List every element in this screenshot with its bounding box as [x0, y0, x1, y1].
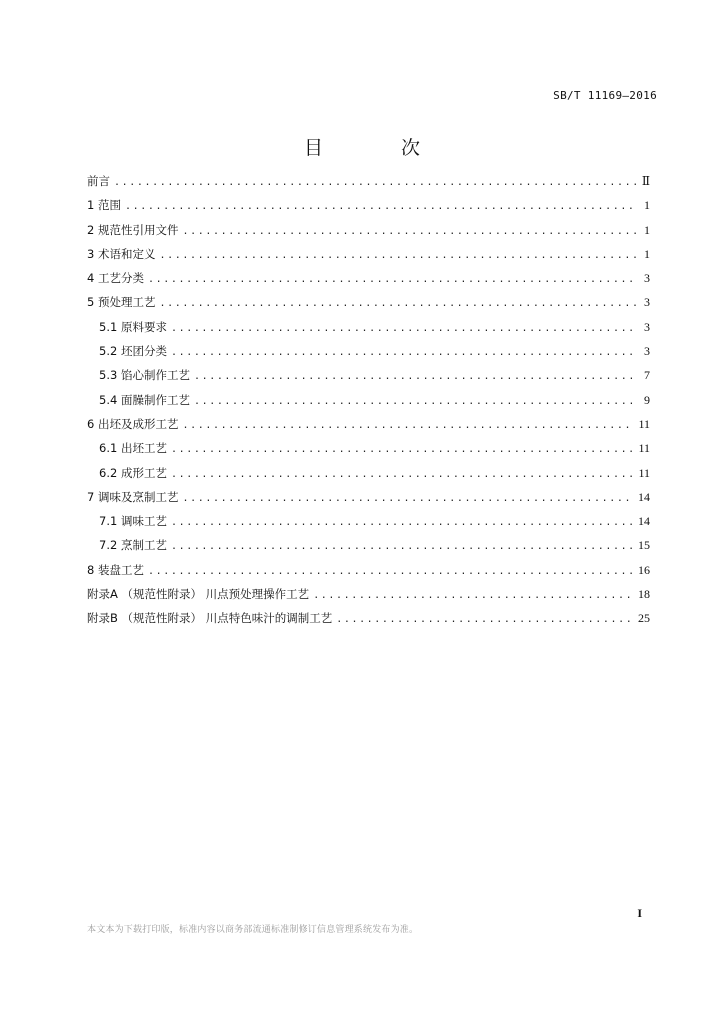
toc-entry-page: 25 — [638, 611, 650, 626]
toc-entry[interactable] — [87, 416, 650, 440]
footer-note: 本文本为下载打印版，标准内容以商务部流通标准制修订信息管理系统发布为准。 — [87, 925, 419, 935]
toc-dot-leader — [159, 298, 636, 309]
toc-dot-leader — [171, 541, 632, 552]
toc-entry-page: 14 — [638, 489, 650, 504]
toc-entry[interactable] — [87, 440, 650, 464]
toc-dot-leader — [171, 469, 632, 480]
toc-entry-label: 5.4 面臊制作工艺 — [99, 392, 190, 407]
toc-entry[interactable] — [87, 562, 650, 586]
toc-entry[interactable] — [87, 513, 650, 537]
toc-dot-leader — [171, 517, 632, 528]
toc-dot-leader — [336, 614, 632, 625]
toc-entry-label: 8 装盘工艺 — [87, 562, 144, 577]
toc-entry[interactable] — [87, 173, 650, 197]
toc-entry-page: 14 — [638, 514, 650, 529]
toc-entry-page: 16 — [638, 562, 650, 577]
toc-entry-page: 1 — [644, 198, 650, 213]
toc-dot-leader — [171, 323, 636, 334]
toc-dot-leader — [171, 444, 632, 455]
toc-entry-page: 9 — [644, 392, 650, 407]
toc-entry[interactable] — [87, 537, 650, 561]
toc-entry-label: 3 术语和定义 — [87, 246, 156, 261]
toc-entry[interactable] — [87, 610, 650, 634]
toc-entry[interactable] — [87, 392, 650, 416]
toc-entry-label: 前言 — [87, 174, 110, 188]
toc-dot-leader — [125, 201, 636, 212]
toc-dot-leader — [171, 347, 636, 358]
toc-dot-leader — [194, 396, 636, 407]
toc-entry[interactable] — [87, 489, 650, 513]
toc-dot-leader — [114, 177, 636, 188]
toc-entry-label: 5.1 原料要求 — [99, 319, 167, 334]
toc-dot-leader — [182, 493, 632, 504]
toc-entry-label: 7.2 烹制工艺 — [99, 538, 167, 553]
toc-entry-page: 1 — [644, 222, 650, 237]
toc-entry-page: 11 — [638, 441, 650, 456]
toc-dot-leader — [159, 250, 636, 261]
toc-entry[interactable] — [87, 367, 650, 391]
toc-entry-page: Ⅱ — [641, 174, 650, 188]
toc-entry-label: 附录B （规范性附录） 川点特色味汁的调制工艺 — [87, 611, 333, 626]
toc-entry[interactable] — [87, 270, 650, 294]
toc-entry-label: 5 预处理工艺 — [87, 295, 156, 310]
toc-entry-page: 15 — [638, 538, 650, 553]
toc-entry[interactable] — [87, 222, 650, 246]
toc-entry-label: 附录A （规范性附录） 川点预处理操作工艺 — [87, 587, 310, 602]
toc-entry-label: 6.1 出坯工艺 — [99, 441, 167, 456]
toc-entry[interactable] — [87, 319, 650, 343]
toc-entry-page: 1 — [644, 246, 650, 261]
toc-entry-page: 3 — [644, 319, 650, 334]
toc-entry-page: 3 — [644, 295, 650, 310]
page-number: I — [637, 906, 642, 920]
toc-entry-label: 1 范围 — [87, 198, 121, 213]
toc-entry-label: 7 调味及烹制工艺 — [87, 489, 179, 504]
toc-entry-label: 4 工艺分类 — [87, 271, 144, 286]
table-of-contents — [87, 173, 650, 635]
toc-entry-label: 5.3 馅心制作工艺 — [99, 368, 190, 383]
toc-dot-leader — [148, 566, 632, 577]
toc-entry[interactable] — [87, 294, 650, 318]
toc-entry[interactable] — [87, 586, 650, 610]
toc-entry[interactable] — [87, 246, 650, 270]
toc-dot-leader — [194, 371, 636, 382]
toc-entry[interactable] — [87, 343, 650, 367]
toc-entry-label: 7.1 调味工艺 — [99, 514, 167, 529]
page-title: 目 次 — [303, 137, 457, 159]
standard-number-header: SB/T 11169—2016 — [553, 89, 657, 102]
toc-entry-label: 5.2 坯团分类 — [99, 344, 167, 359]
toc-entry-page: 18 — [638, 587, 650, 602]
toc-entry-label: 6 出坯及成形工艺 — [87, 416, 179, 431]
toc-dot-leader — [182, 226, 636, 237]
toc-entry[interactable] — [87, 197, 650, 221]
toc-entry-label: 2 规范性引用文件 — [87, 222, 179, 237]
toc-entry-page: 3 — [644, 271, 650, 286]
toc-entry-page: 3 — [644, 344, 650, 359]
toc-entry-page: 7 — [644, 368, 650, 383]
toc-entry-page: 11 — [638, 465, 650, 480]
toc-entry-page: 11 — [638, 416, 650, 431]
toc-entry-label: 6.2 成形工艺 — [99, 465, 167, 480]
toc-dot-leader — [148, 274, 636, 285]
toc-dot-leader — [313, 590, 632, 601]
toc-dot-leader — [182, 420, 632, 431]
toc-entry[interactable] — [87, 465, 650, 489]
